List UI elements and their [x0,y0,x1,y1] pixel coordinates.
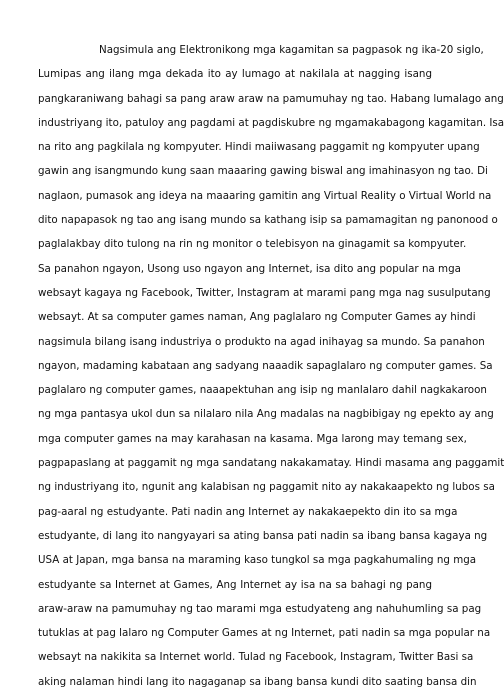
paragraph-line: nagsimula bilang isang industriya o produkto na agad inihayag sa mundo. Sa panahon [38,335,485,348]
paragraph-line: estudyante sa Internet at Games, Ang Internet ay isa na sa bahagi ng pang [38,578,432,591]
paragraph-line: Sa panahon ngayon, Usong uso ngayon ang Internet, isa dito ang popular na mga [38,262,461,275]
paragraph-line: naglaon, pumasok ang ideya na maaaring gamitin ang Virtual Reality o Virtual World na [38,189,492,202]
paragraph-line: na rito ang pagkilala ng kompyuter. Hindi maiiwasang paggamit ng kompyuter upang [38,141,480,154]
essay-paragraph [38,38,504,694]
paragraph-line: websayt kagaya ng Facebook, Twitter, Instagram at marami pang mga nag susulputang [38,286,491,299]
paragraph-line: USA at Japan, mga bansa na maraming kaso tungkol sa mga pagkahumaling ng mga [38,554,477,567]
paragraph-line: paglalaro ng computer games, naaapektuhan ang isip ng manlalaro dahil nagkakaroon [38,384,487,397]
paragraph-line: websayt. At sa computer games naman, Ang paglalaro ng Computer Games ay hindi [38,311,476,324]
paragraph-line: pagpapaslang at paggamit ng mga sandatang nakakamatay. Hindi masama ang paggamit [38,457,504,470]
paragraph-line: paglalakbay dito tulong na rin ng monitor o telebisyon na ginagamit sa kompyuter. [38,238,467,251]
paragraph-line: gawin ang isangmundo kung saan maaaring gawing biswal ang imahinasyon ng tao. Di [38,165,488,178]
paragraph-line: ng industriyang ito, ngunit ang kalabisan ng paggamit nito ay nakakaapekto ng lubos sa [38,481,495,494]
paragraph-line: dito napapasok ng tao ang isang mundo sa kathang isip sa pamamagitan ng panonood o [38,214,498,227]
paragraph-line: pag-aaral ng estudyante. Pati nadin ang Internet ay nakakaepekto din ito sa mga [38,505,458,518]
paragraph-line: araw-araw na pamumuhay ng tao marami mga estudyateng ang nahuhumling sa pag [38,602,482,615]
paragraph-line: mga computer games na may karahasan na kasama. Mga larong may temang sex, [38,432,467,445]
paragraph-line: industriyang ito, patuloy ang pagdami at pagdiskubre ng mgamakabagong kagamitan. Isa [38,116,504,129]
paragraph-line: pangkaraniwang bahagi sa pang araw araw na pamumuhay ng tao. Habang lumalago ang [38,92,504,105]
paragraph-line: aking nalaman hindi lang ito nagaganap sa ibang bansa kundi dito saating bansa din [38,675,477,688]
paragraph-line: websayt na nakikita sa Internet world. Tulad ng Facebook, Instagram, Twitter Basi sa [38,651,474,664]
paragraph-line: ng mga pantasya ukol dun sa nilalaro nila Ang madalas na nagbibigay ng epekto ay ang [38,408,494,421]
paragraph-line: estudyante, di lang ito nangyayari sa ating bansa pati nadin sa ibang bansa kagaya ng [38,529,488,542]
paragraph-line: Nagsimula ang Elektronikong mga kagamitan sa pagpasok ng ika-20 siglo, [99,44,484,56]
paragraph-line: ngayon, madaming kabataan ang sadyang naaadik sapaglalaro ng computer games. Sa [38,359,493,372]
paragraph-line: Lumipas ang ilang mga dekada ito ay lumago at nakilala at nagging isang [38,68,432,81]
paragraph-line: tutuklas at pag lalaro ng Computer Games at ng Internet, pati nadin sa mga popular na [38,627,491,640]
